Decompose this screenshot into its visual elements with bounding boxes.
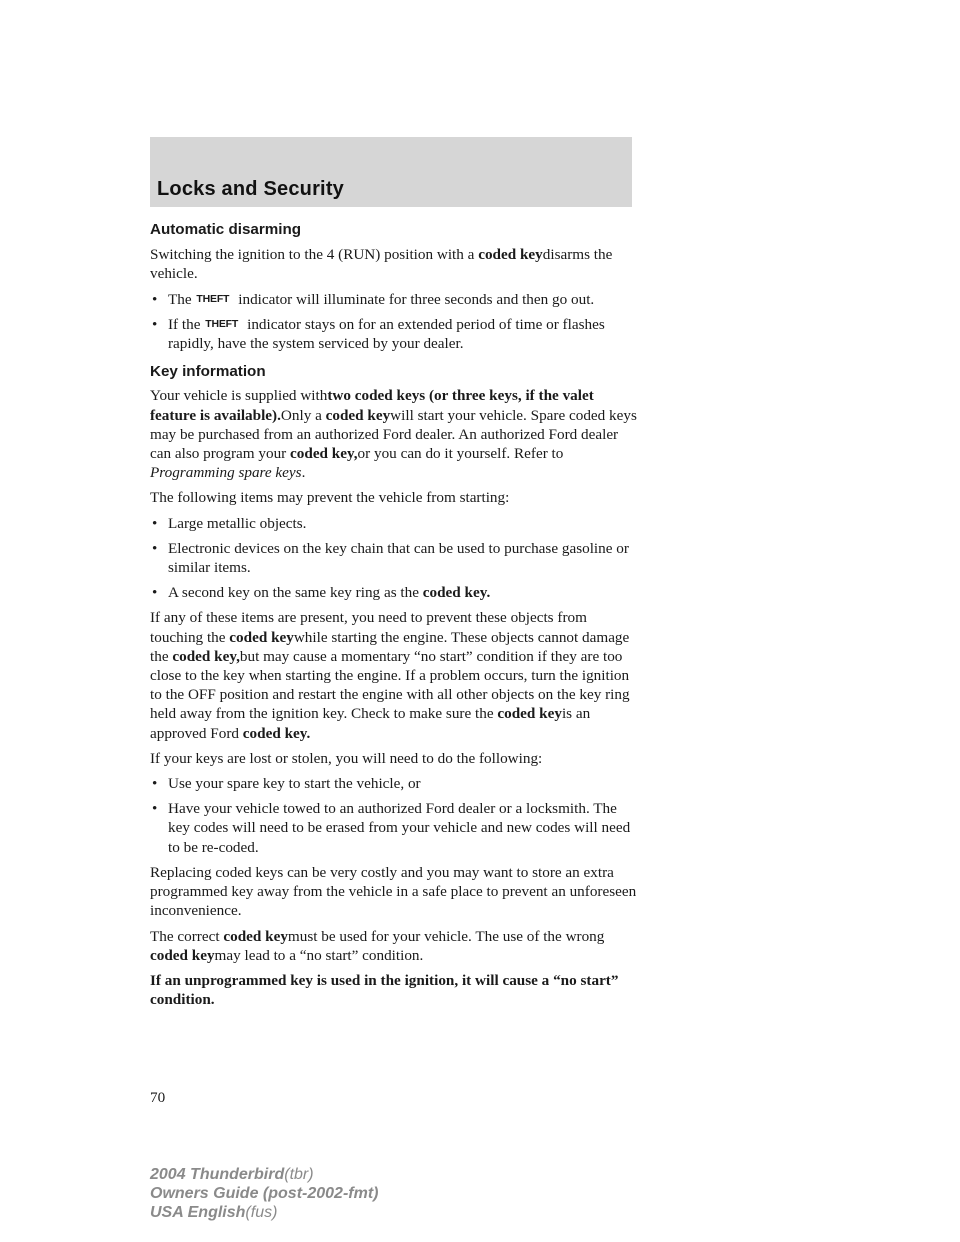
paragraph-correct-key: The correct coded keymust be used for your vehicle. The use of the wrong coded keymay lead to a “no start” condition. — [150, 927, 605, 964]
page-number: 70 — [150, 1089, 166, 1106]
heading-automatic-disarming: Automatic disarming — [150, 221, 302, 238]
list-item: • Large metallic objects. — [152, 514, 307, 532]
paragraph-prevent-intro: The following items may prevent the vehicle from starting: — [150, 489, 510, 507]
heading-key-information: Key information — [150, 363, 266, 381]
page-content — [150, 220, 640, 1015]
paragraph-lost-keys: If your keys are lost or stolen, you will need to do the following: — [150, 749, 543, 767]
bullet-icon: • — [152, 315, 158, 333]
list-item: • A second key on the same key ring as the coded key. — [152, 584, 491, 602]
list-item: • If the THEFT indicator stays on for an extended period of time or flashes rapidly, have the system serviced by your dealer. — [152, 315, 605, 353]
bullet-icon: • — [152, 290, 158, 308]
theft-indicator-icon: THEFT — [196, 292, 230, 305]
bullet-icon: • — [152, 539, 158, 557]
footer-line: Owners Guide (post-2002-fmt) — [150, 1185, 379, 1202]
bullet-icon: • — [152, 514, 158, 532]
bullet-icon: • — [152, 584, 158, 602]
bullet-icon: • — [152, 800, 158, 818]
paragraph-warning: If an unprogrammed key is used in the ignition, it will cause a “no start” condition. — [150, 971, 619, 1009]
bullet-icon: • — [152, 775, 158, 793]
list-item: • The THEFT indicator will illuminate for three seconds and then go out. — [152, 290, 595, 308]
document-footer — [150, 1165, 378, 1222]
paragraph-auto-intro: Switching the ignition to the 4 (RUN) position with a coded keydisarms the vehicle. — [150, 246, 613, 283]
list-item: • Have your vehicle towed to an authorized Ford dealer or a locksmith. The key codes will need to be erased from your vehicle and new codes will need to be re-coded. — [152, 800, 631, 856]
paragraph-interference: If any of these items are present, you need to prevent these objects from touching the coded keywhile starting the engine. These objects cannot damage the coded key,but may cause a momentary “no start” condition if they are too close to the key when starting the engine. If a problem occurs, turn the ignition to the OFF position and restart the engine with all other objects on the key ring held away from the ignition key. Check to make sure the coded keyis an approved Ford coded key. — [150, 609, 630, 742]
theft-indicator-icon: THEFT — [205, 317, 239, 330]
paragraph-replacing-keys: Replacing coded keys can be very costly and you may want to store an extra programmed key away from the vehicle in a safe place to prevent an unforeseen inconvenience. — [150, 863, 637, 920]
list-item: • Electronic devices on the key chain that can be used to purchase gasoline or similar items. — [152, 539, 629, 577]
list-item: • Use your spare key to start the vehicle, or — [152, 775, 421, 793]
section-title: Locks and Security — [157, 178, 344, 200]
footer-line: USA English(fus) — [150, 1204, 278, 1221]
paragraph-key-supply: Your vehicle is supplied withtwo coded keys (or three keys, if the valet feature is available).Only a coded keywill start your vehicle. Spare coded keys may be purchased from an authorized Ford dealer. An authorized Ford dealer can also program your coded key,or you can do it yourself. Refer to Programming spare keys. — [150, 387, 637, 482]
footer-line: 2004 Thunderbird(tbr) — [150, 1166, 314, 1183]
